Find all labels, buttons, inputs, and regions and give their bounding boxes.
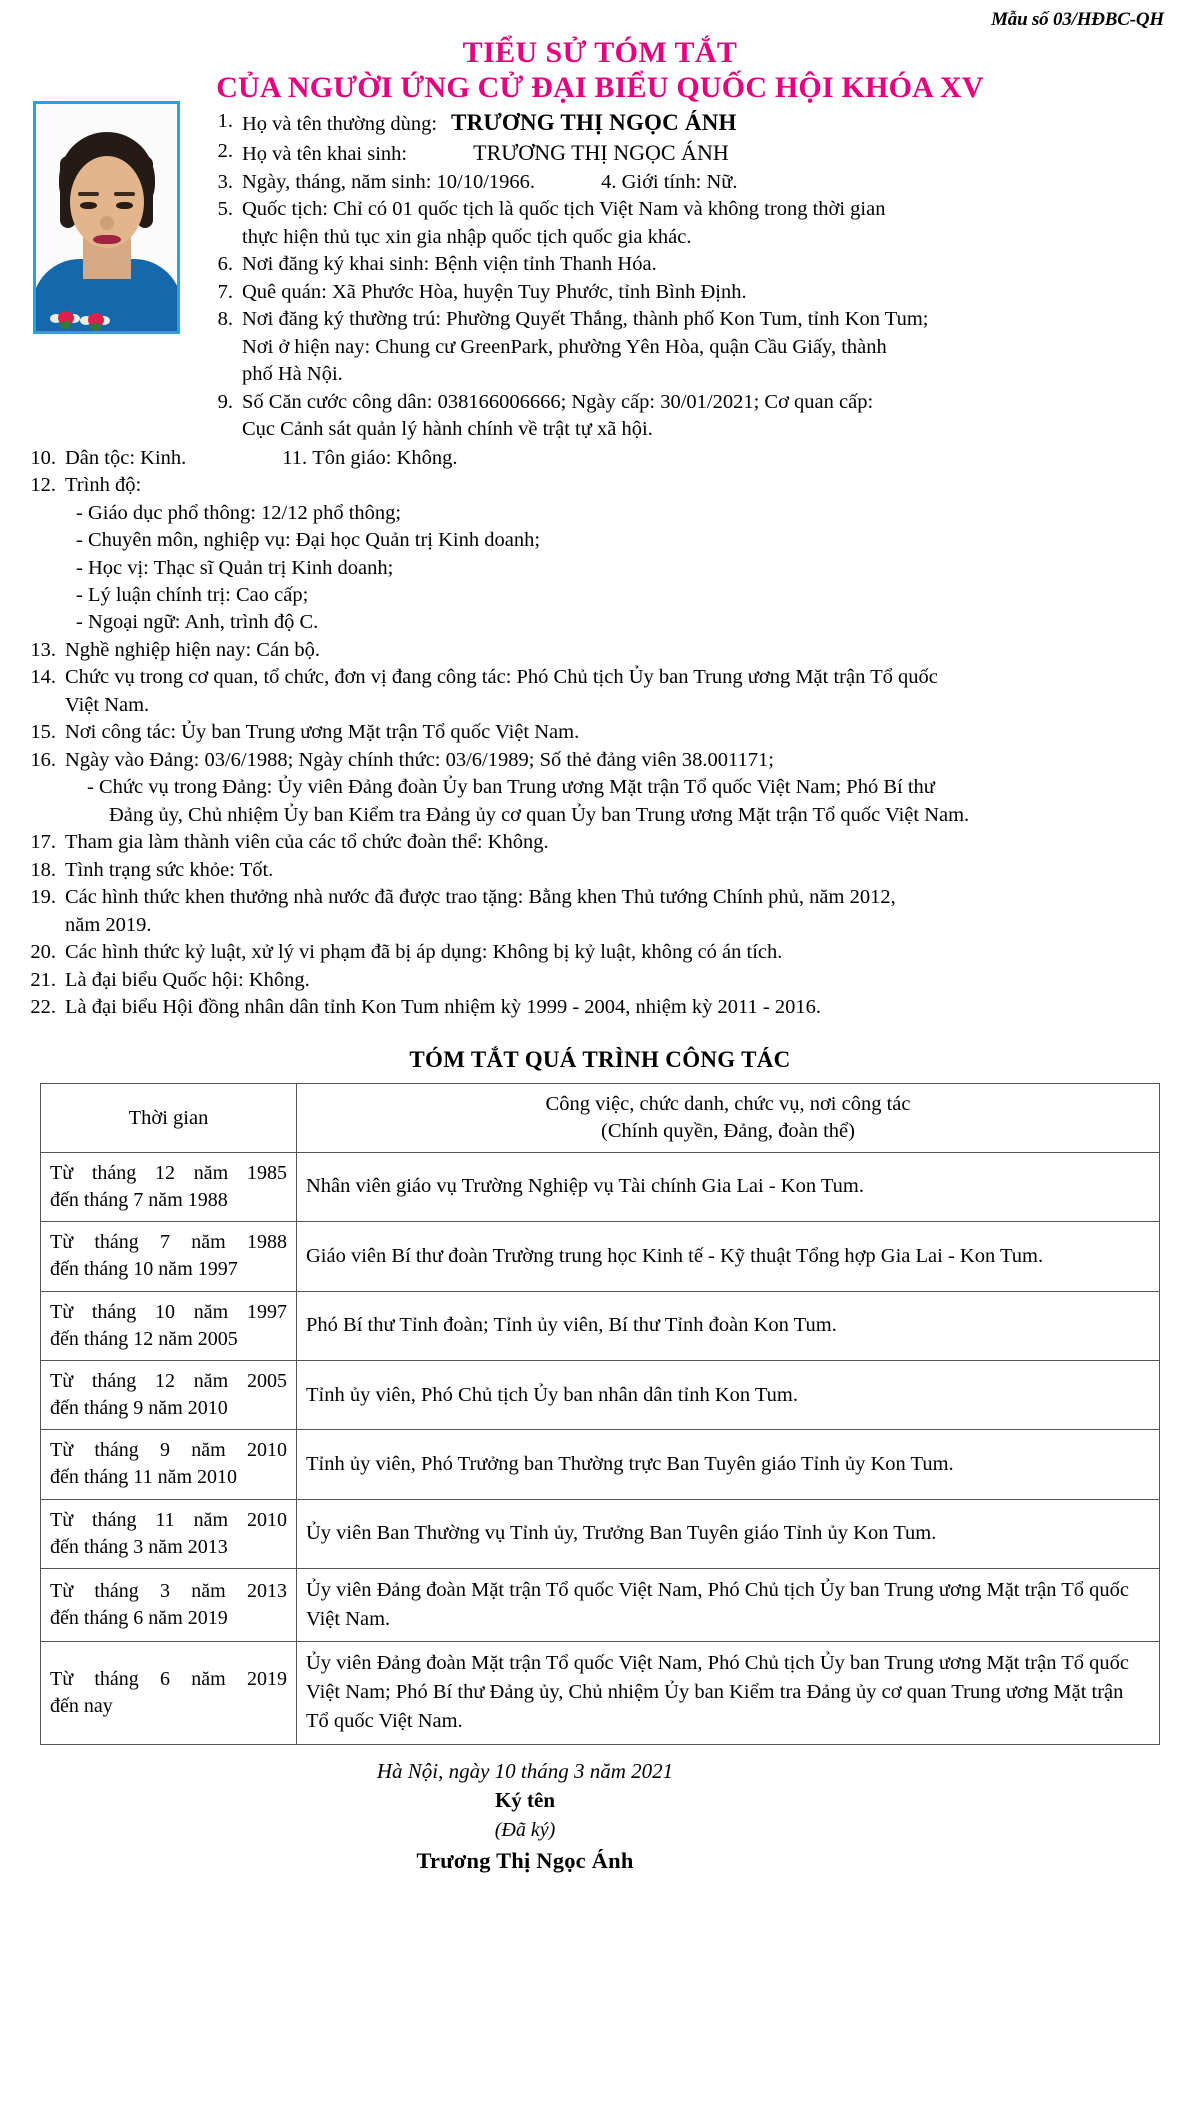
row-time-to: đến tháng 6 năm 2019 bbox=[50, 1607, 228, 1630]
info-item-14 bbox=[22, 664, 1178, 719]
item-21-text: Là đại biểu Quốc hội: Không. bbox=[65, 968, 310, 991]
item-1-label: Họ và tên thường dùng: bbox=[242, 112, 438, 135]
item-number: 18. bbox=[30, 858, 56, 881]
info-item-22 bbox=[22, 994, 1178, 1021]
row-time-to: đến tháng 3 năm 2013 bbox=[50, 1535, 228, 1558]
item-2-label: Họ và tên khai sinh: bbox=[242, 143, 408, 166]
info-item-15 bbox=[22, 719, 1178, 746]
info-item-20 bbox=[22, 939, 1178, 966]
item-3-label: Ngày, tháng, năm sinh: bbox=[242, 170, 432, 193]
item-7-text: Quê quán: Xã Phước Hòa, huyện Tuy Phước, tỉnh Bình Định. bbox=[242, 280, 747, 303]
column-header-work-line-2: (Chính quyền, Đảng, đoàn thể) bbox=[601, 1120, 855, 1143]
item-9-line-1: Số Căn cước công dân: 038166006666; Ngày cấp: 30/01/2021; Cơ quan cấp: bbox=[242, 390, 874, 413]
item-text bbox=[242, 389, 1178, 444]
info-item-13 bbox=[22, 637, 1178, 664]
item-number: 14. bbox=[30, 666, 56, 689]
table-row bbox=[41, 1430, 1160, 1499]
item-12-sub-4: - Ngoại ngữ: Anh, trình độ C. bbox=[76, 611, 319, 634]
item-2-value: TRƯƠNG THỊ NGỌC ÁNH bbox=[473, 140, 729, 166]
item-number: 13. bbox=[30, 638, 56, 661]
row-time-from: Từ tháng 12 năm 2005 bbox=[50, 1369, 287, 1392]
item-11-number: 11. bbox=[282, 446, 308, 469]
item-3-value: 10/10/1966. bbox=[436, 170, 536, 193]
info-item-17 bbox=[22, 829, 1178, 856]
table-row bbox=[41, 1291, 1160, 1360]
table-row bbox=[41, 1222, 1160, 1291]
item-8-line-3: phố Hà Nội. bbox=[242, 363, 343, 386]
column-header-time: Thời gian bbox=[41, 1084, 297, 1152]
document-title bbox=[22, 35, 1178, 106]
item-17-text: Tham gia làm thành viên của các tổ chức đoàn thể: Không. bbox=[65, 831, 549, 854]
item-16-sub-1: - Chức vụ trong Đảng: Ủy viên Đảng đoàn Ủy ban Trung ương Mặt trận Tổ quốc Việt Nam; Phó Bí thư bbox=[87, 776, 935, 799]
item-1-value: TRƯƠNG THỊ NGỌC ÁNH bbox=[451, 109, 737, 135]
work-history-table bbox=[40, 1083, 1160, 1744]
candidate-photo bbox=[33, 101, 180, 334]
row-description: Tỉnh ủy viên, Phó Trưởng ban Thường trực Ban Tuyên giáo Tỉnh ủy Kon Tum. bbox=[297, 1430, 1160, 1499]
item-9-line-2: Cục Cảnh sát quản lý hành chính về trật tự xã hội. bbox=[242, 418, 653, 441]
table-row bbox=[41, 1152, 1160, 1221]
row-time-range bbox=[41, 1569, 297, 1642]
item-text bbox=[65, 664, 1178, 719]
item-5-line-2: thực hiện thủ tục xin gia nhập quốc tịch quốc gia khác. bbox=[242, 225, 692, 248]
item-text bbox=[65, 445, 1178, 472]
photo-brow-right bbox=[114, 192, 135, 196]
row-time-range bbox=[41, 1222, 297, 1291]
item-number: 8. bbox=[217, 308, 233, 331]
info-item-1 bbox=[207, 108, 1178, 139]
table-row bbox=[41, 1360, 1160, 1429]
item-22-text: Là đại biểu Hội đồng nhân dân tỉnh Kon Tum nhiệm kỳ 1999 - 2004, nhiệm kỳ 2011 - 2016. bbox=[65, 996, 821, 1019]
item-12-sub-1: - Chuyên môn, nghiệp vụ: Đại học Quản trị Kinh doanh; bbox=[76, 529, 541, 552]
item-number: 20. bbox=[30, 941, 56, 964]
photo-content bbox=[36, 104, 177, 331]
row-time-from: Từ tháng 6 năm 2019 bbox=[50, 1667, 287, 1690]
work-history-body bbox=[41, 1152, 1160, 1744]
item-number: 16. bbox=[30, 748, 56, 771]
row-time-to: đến tháng 10 năm 1997 bbox=[50, 1258, 238, 1281]
row-time-range bbox=[41, 1430, 297, 1499]
item-14-line-1: Chức vụ trong cơ quan, tổ chức, đơn vị đang công tác: Phó Chủ tịch Ủy ban Trung ương Mặt trận Tổ quốc bbox=[65, 666, 938, 689]
row-time-range bbox=[41, 1152, 297, 1221]
item-text bbox=[65, 747, 1178, 829]
personal-info-bottom bbox=[22, 444, 1178, 1022]
row-time-range bbox=[41, 1499, 297, 1568]
row-time-to: đến tháng 9 năm 2010 bbox=[50, 1397, 228, 1420]
table-row bbox=[41, 1642, 1160, 1744]
item-number: 15. bbox=[30, 721, 56, 744]
photo-eye-left bbox=[80, 202, 97, 209]
item-13-text: Nghề nghiệp hiện nay: Cán bộ. bbox=[65, 638, 321, 661]
item-19-line-1: Các hình thức khen thưởng nhà nước đã được trao tặng: Bằng khen Thủ tướng Chính phủ, năm 2012, bbox=[65, 886, 896, 909]
signature-ky-ten: Ký tên bbox=[494, 1788, 556, 1813]
item-number: 6. bbox=[217, 253, 233, 276]
info-item-3 bbox=[207, 169, 1178, 196]
row-time-to: đến tháng 7 năm 1988 bbox=[50, 1188, 228, 1211]
item-number: 1. bbox=[217, 109, 233, 132]
item-4-number: 4. bbox=[601, 170, 617, 193]
info-item-6 bbox=[207, 251, 1178, 278]
item-4-label: Giới tính: bbox=[621, 170, 702, 193]
item-text bbox=[242, 306, 1178, 388]
row-time-to: đến tháng 12 năm 2005 bbox=[50, 1327, 238, 1350]
photo-nose bbox=[100, 216, 114, 230]
row-time-range bbox=[41, 1642, 297, 1744]
item-number: 2. bbox=[217, 140, 233, 163]
signature-block bbox=[22, 1757, 1178, 1877]
table-row bbox=[41, 1569, 1160, 1642]
item-number: 21. bbox=[30, 968, 56, 991]
item-8-line-2: Nơi ở hiện nay: Chung cư GreenPark, phường Yên Hòa, quận Cầu Giấy, thành bbox=[242, 335, 887, 358]
table-row bbox=[41, 1499, 1160, 1568]
title-line-2: CỦA NGƯỜI ỨNG CỬ ĐẠI BIỂU QUỐC HỘI KHÓA XV bbox=[216, 71, 984, 105]
row-description: Giáo viên Bí thư đoàn Trường trung học Kinh tế - Kỹ thuật Tổng hợp Gia Lai - Kon Tum. bbox=[297, 1222, 1160, 1291]
row-time-to: đến nay bbox=[50, 1694, 113, 1717]
info-item-12 bbox=[22, 472, 1178, 499]
item-number: 10. bbox=[30, 446, 56, 469]
info-item-9 bbox=[207, 389, 1178, 444]
item-text bbox=[65, 472, 1178, 499]
column-header-work bbox=[297, 1084, 1160, 1152]
item-15-text: Nơi công tác: Ủy ban Trung ương Mặt trận Tổ quốc Việt Nam. bbox=[65, 721, 580, 744]
info-item-7 bbox=[207, 279, 1178, 306]
item-number: 17. bbox=[30, 831, 56, 854]
item-16-sub-2: Đảng ủy, Chủ nhiệm Ủy ban Kiểm tra Đảng ủy cơ quan Ủy ban Trung ương Mặt trận Tổ quốc Việt Nam. bbox=[109, 803, 970, 826]
info-item-8 bbox=[207, 306, 1178, 388]
info-item-21 bbox=[22, 967, 1178, 994]
column-header-work-line-1: Công việc, chức danh, chức vụ, nơi công tác bbox=[545, 1093, 911, 1116]
row-time-from: Từ tháng 3 năm 2013 bbox=[50, 1579, 287, 1602]
row-time-from: Từ tháng 11 năm 2010 bbox=[50, 1508, 287, 1531]
info-item-16 bbox=[22, 747, 1178, 829]
work-history-title: TÓM TẮT QUÁ TRÌNH CÔNG TÁC bbox=[409, 1047, 791, 1073]
item-12-sub-3: - Lý luận chính trị: Cao cấp; bbox=[76, 583, 309, 606]
row-description: Ủy viên Ban Thường vụ Tỉnh ủy, Trưởng Ban Tuyên giáo Tỉnh ủy Kon Tum. bbox=[297, 1499, 1160, 1568]
info-item-5 bbox=[207, 196, 1178, 251]
item-12-sub-2: - Học vị: Thạc sĩ Quản trị Kinh doanh; bbox=[76, 556, 394, 579]
photo-brow-left bbox=[78, 192, 99, 196]
item-19-line-2: năm 2019. bbox=[65, 913, 152, 936]
row-time-from: Từ tháng 12 năm 1985 bbox=[50, 1161, 287, 1184]
row-time-range bbox=[41, 1291, 297, 1360]
signature-place-date: Hà Nội, ngày 10 tháng 3 năm 2021 bbox=[376, 1758, 674, 1783]
item-number: 7. bbox=[217, 280, 233, 303]
row-description: Ủy viên Đảng đoàn Mặt trận Tổ quốc Việt Nam, Phó Chủ tịch Ủy ban Trung ương Mặt trận Tổ quốc Việt Nam; Phó Bí thư Đảng ủy, Chủ nhiệm Ủy ban Kiểm tra Đảng ủy cơ quan Trung ương Mặt trận Tổ quốc Việt Nam. bbox=[297, 1642, 1160, 1744]
table-header-row bbox=[41, 1084, 1160, 1152]
row-time-range bbox=[41, 1360, 297, 1429]
row-time-to: đến tháng 11 năm 2010 bbox=[50, 1466, 238, 1489]
signature-name: Trương Thị Ngọc Ánh bbox=[416, 1847, 634, 1873]
info-item-19 bbox=[22, 884, 1178, 939]
item-number: 9. bbox=[217, 390, 233, 413]
row-description: Phó Bí thư Tỉnh đoàn; Tỉnh ủy viên, Bí thư Tỉnh đoàn Kon Tum. bbox=[297, 1291, 1160, 1360]
item-number: 5. bbox=[217, 198, 233, 221]
item-number: 22. bbox=[30, 996, 56, 1019]
row-time-from: Từ tháng 10 năm 1997 bbox=[50, 1300, 287, 1323]
form-code: Mẫu số 03/HĐBC-QH bbox=[991, 9, 1164, 30]
item-text bbox=[242, 196, 1178, 251]
item-number: 19. bbox=[30, 886, 56, 909]
item-6-text: Nơi đăng ký khai sinh: Bệnh viện tỉnh Thanh Hóa. bbox=[242, 253, 657, 276]
info-item-10 bbox=[22, 445, 1178, 472]
row-time-from: Từ tháng 7 năm 1988 bbox=[50, 1231, 287, 1254]
item-16-line-1: Ngày vào Đảng: 03/6/1988; Ngày chính thức: 03/6/1989; Số thẻ đảng viên 38.001171; bbox=[65, 748, 774, 771]
row-description: Ủy viên Đảng đoàn Mặt trận Tổ quốc Việt Nam, Phó Chủ tịch Ủy ban Trung ương Mặt trận Tổ quốc Việt Nam. bbox=[297, 1569, 1160, 1642]
item-text bbox=[242, 169, 1178, 196]
photo-eye-right bbox=[116, 202, 133, 209]
row-description: Nhân viên giáo vụ Trường Nghiệp vụ Tài chính Gia Lai - Kon Tum. bbox=[297, 1152, 1160, 1221]
item-text bbox=[65, 884, 1178, 939]
item-20-text: Các hình thức kỷ luật, xử lý vi phạm đã bị áp dụng: Không bị kỷ luật, không có án tích. bbox=[65, 941, 783, 964]
item-8-line-1: Nơi đăng ký thường trú: Phường Quyết Thắng, thành phố Kon Tum, tỉnh Kon Tum; bbox=[242, 308, 929, 331]
title-line-1: TIỂU SỬ TÓM TẮT bbox=[462, 35, 738, 69]
item-12-sub-0: - Giáo dục phổ thông: 12/12 phổ thông; bbox=[76, 501, 402, 524]
item-12-text: Trình độ: bbox=[65, 474, 142, 497]
item-10-text: Dân tộc: Kinh. bbox=[65, 446, 187, 469]
item-number: 3. bbox=[217, 170, 233, 193]
item-11-text: Tôn giáo: Không. bbox=[312, 446, 458, 469]
row-time-from: Từ tháng 9 năm 2010 bbox=[50, 1439, 287, 1462]
flower-motif-icon bbox=[50, 305, 80, 329]
item-number: 12. bbox=[30, 474, 56, 497]
signature-da-ky: (Đã ký) bbox=[494, 1819, 556, 1842]
item-text bbox=[242, 108, 1178, 139]
photo-mouth bbox=[93, 235, 121, 244]
personal-info-top bbox=[207, 106, 1178, 444]
item-18-text: Tình trạng sức khỏe: Tốt. bbox=[65, 858, 274, 881]
item-text bbox=[242, 138, 1178, 168]
item-5-line-1: Quốc tịch: Chỉ có 01 quốc tịch là quốc tịch Việt Nam và không trong thời gian bbox=[242, 198, 886, 221]
item-4-value: Nữ. bbox=[706, 170, 738, 193]
row-description: Tỉnh ủy viên, Phó Chủ tịch Ủy ban nhân dân tỉnh Kon Tum. bbox=[297, 1360, 1160, 1429]
info-item-18 bbox=[22, 857, 1178, 884]
info-item-2 bbox=[207, 138, 1178, 168]
item-14-line-2: Việt Nam. bbox=[65, 693, 150, 716]
flower-motif-icon bbox=[80, 307, 110, 331]
